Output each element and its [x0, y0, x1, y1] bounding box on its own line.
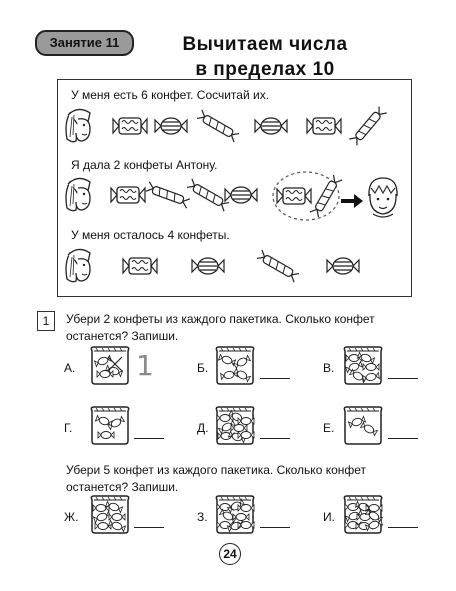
candy-icon	[327, 258, 359, 274]
candy-bag-icon	[215, 405, 255, 445]
page-title	[150, 32, 380, 82]
task-instruction-1: Убери 2 конфеты из каждого пакетика. Сколько конфет останется? Запиши.	[66, 312, 375, 343]
candy-icon	[256, 250, 300, 282]
bag-item-a	[64, 345, 174, 387]
candy-bag-icon	[343, 405, 383, 445]
answer-line[interactable]	[260, 438, 290, 439]
candy-icon	[196, 110, 240, 142]
answer-line[interactable]	[260, 378, 290, 379]
intro-line-1: У меня есть 6 конфет. Сосчитай их.	[71, 88, 270, 102]
title-line-2: в пределах 10	[195, 59, 335, 80]
intro-illustration-box	[57, 79, 412, 297]
candy-icon	[145, 182, 190, 208]
girl-illustration	[66, 249, 90, 281]
item-label: А.	[64, 361, 76, 375]
lesson-badge: Занятие 11	[35, 30, 134, 56]
bag-item-v	[323, 345, 423, 387]
candy-bag-icon	[343, 345, 383, 385]
item-label: З.	[197, 510, 208, 524]
candy-icon	[192, 258, 224, 274]
candy-icon	[113, 118, 147, 134]
candy-icon	[307, 118, 341, 134]
candy-bag-icon	[90, 494, 130, 534]
bag-item-g	[64, 405, 174, 447]
intro-line-3: У меня осталось 4 конфеты.	[71, 228, 230, 242]
answer-line[interactable]	[134, 438, 164, 439]
answer-line[interactable]	[388, 527, 418, 528]
answer-line[interactable]	[260, 527, 290, 528]
boy-illustration	[369, 178, 397, 217]
bag-item-zh	[64, 494, 174, 536]
bag-item-z	[197, 494, 297, 536]
candy-bag-icon	[90, 345, 130, 385]
item-label: Д.	[197, 421, 209, 435]
answer-line[interactable]	[388, 378, 418, 379]
item-label: Б.	[197, 361, 209, 375]
arrow-right-icon	[341, 194, 363, 208]
girl-illustration	[66, 178, 90, 210]
candy-bag-icon	[343, 494, 383, 534]
task-instruction-2: Убери 5 конфет из каждого пакетика. Сколько конфет останется? Запиши.	[66, 463, 367, 494]
candy-icon	[310, 174, 342, 218]
title-line-1: Вычитаем числа	[182, 34, 348, 55]
item-label: Ж.	[64, 510, 79, 524]
example-answer: 1	[136, 349, 154, 382]
bag-item-b	[197, 345, 297, 387]
candy-icon	[277, 188, 311, 204]
candy-icon	[155, 118, 187, 134]
bag-item-e	[323, 405, 423, 447]
answer-line[interactable]	[134, 527, 164, 528]
intro-line-2: Я дала 2 конфеты Антону.	[71, 158, 218, 172]
candy-icon	[111, 187, 145, 203]
bag-item-d	[197, 405, 297, 447]
candy-icon	[225, 187, 257, 203]
item-label: Г.	[64, 421, 73, 435]
item-label: Е.	[323, 421, 335, 435]
candy-bag-icon	[215, 345, 255, 385]
page-number: 24	[219, 543, 241, 565]
candy-bag-icon	[90, 405, 130, 445]
row-four-candies	[58, 242, 410, 292]
candy-icon	[186, 179, 230, 211]
candy-icon	[349, 105, 386, 146]
candy-icon	[255, 118, 287, 134]
item-label: В.	[323, 361, 335, 375]
item-label: И.	[323, 510, 335, 524]
candy-bag-icon	[215, 494, 255, 534]
answer-line[interactable]	[388, 438, 418, 439]
bag-item-i	[323, 494, 423, 536]
row-six-candies	[58, 102, 410, 152]
girl-illustration	[66, 109, 90, 141]
row-give-candies	[58, 170, 410, 226]
task-number: 1	[37, 311, 55, 331]
candy-icon	[123, 258, 157, 274]
